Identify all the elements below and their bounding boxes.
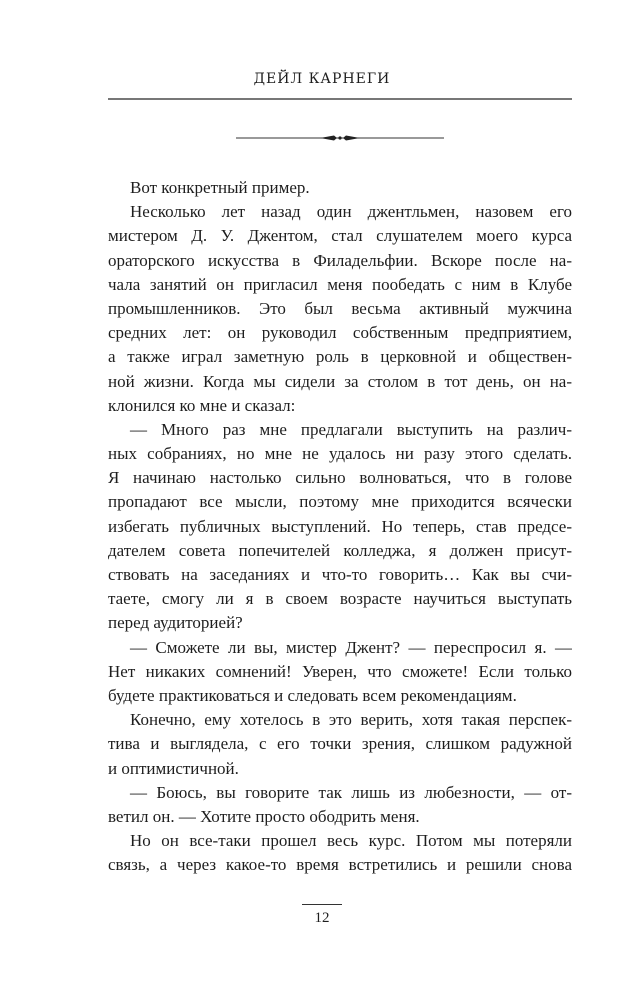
text-line: ствовать на заседаниях и что-то говорить… Как вы счи- — [108, 565, 572, 584]
text-line: избегать публичных выступлений. Но теперь, став предсе- — [108, 516, 572, 536]
text-line: клонился ко мне и сказал: — [108, 395, 296, 415]
text-line: пропадают все мысли, поэтому мне приходится всячески — [108, 492, 572, 512]
header-rule — [108, 98, 572, 100]
text-line: Вот конкретный пример. — [130, 178, 310, 197]
text-line: дателем совета попечителей колледжа, я должен присут- — [108, 540, 572, 560]
text-line: промышленников. Это был весьма активный мужчина — [108, 298, 572, 318]
text-line: а также играл заметную роль в церковной и обществен- — [108, 347, 572, 367]
text-line: чала занятий он пригласил меня пообедать с ним в Клубе — [108, 274, 572, 294]
text-line: и оптимистичной. — [108, 758, 239, 778]
paragraph — [108, 829, 572, 877]
text-line: ветил он. — Хотите просто ободрить меня. — [108, 806, 420, 826]
text-line: ной жизни. Когда мы сидели за столом в тот день, он на- — [108, 371, 572, 391]
page-number: 12 — [314, 910, 330, 926]
text-line: будете практиковаться и следовать всем рекомендациям. — [108, 685, 517, 705]
text-line: — Много раз мне предлагали выступить на различ- — [130, 419, 572, 439]
text-line: Я начинаю настолько сильно волноваться, что в голове — [108, 468, 572, 488]
text-line: ных собраниях, но мне не удалось ни разу этого сделать. — [108, 444, 572, 464]
text-line: средних лет: он руководил собственным предприятием, — [108, 323, 572, 343]
text-line: — Боюсь, вы говорите так лишь из любезности, — от- — [130, 782, 572, 802]
text-line: Но он все-таки прошел весь курс. Потом мы потеряли — [130, 831, 572, 851]
paragraph — [108, 418, 572, 636]
text-line: мистером Д. У. Джентом, стал слушателем моего курса — [108, 226, 572, 246]
paragraph — [108, 636, 572, 709]
paragraph — [108, 781, 572, 829]
text-line: Несколько лет назад один джентльмен, назовем его — [130, 202, 572, 222]
text-line: — Сможете ли вы, мистер Джент? — переспросил я. — — [130, 637, 572, 657]
body-text — [108, 176, 572, 877]
text-line: Нет никаких сомнений! Уверен, что сможете! Если только — [108, 661, 572, 681]
paragraph — [108, 176, 572, 200]
folio-rule — [302, 904, 342, 905]
paragraph — [108, 708, 572, 781]
text-line: связь, а через какое-то время встретились и решили снова — [108, 855, 572, 875]
text-line: таете, смогу ли я в своем возрасте научиться выступать — [108, 589, 572, 609]
text-line: тива и выглядела, с его точки зрения, слишком радужной — [108, 734, 572, 754]
text-line: ораторского искусства в Филадельфии. Вскоре после на- — [108, 250, 572, 270]
text-line: перед аудиторией? — [108, 613, 243, 633]
paragraph — [108, 200, 572, 418]
running-head: ДЕЙЛ КАРНЕГИ — [253, 71, 391, 87]
text-line: Конечно, ему хотелось в это верить, хотя такая перспек- — [130, 710, 572, 730]
ornament-divider-icon — [236, 132, 444, 144]
